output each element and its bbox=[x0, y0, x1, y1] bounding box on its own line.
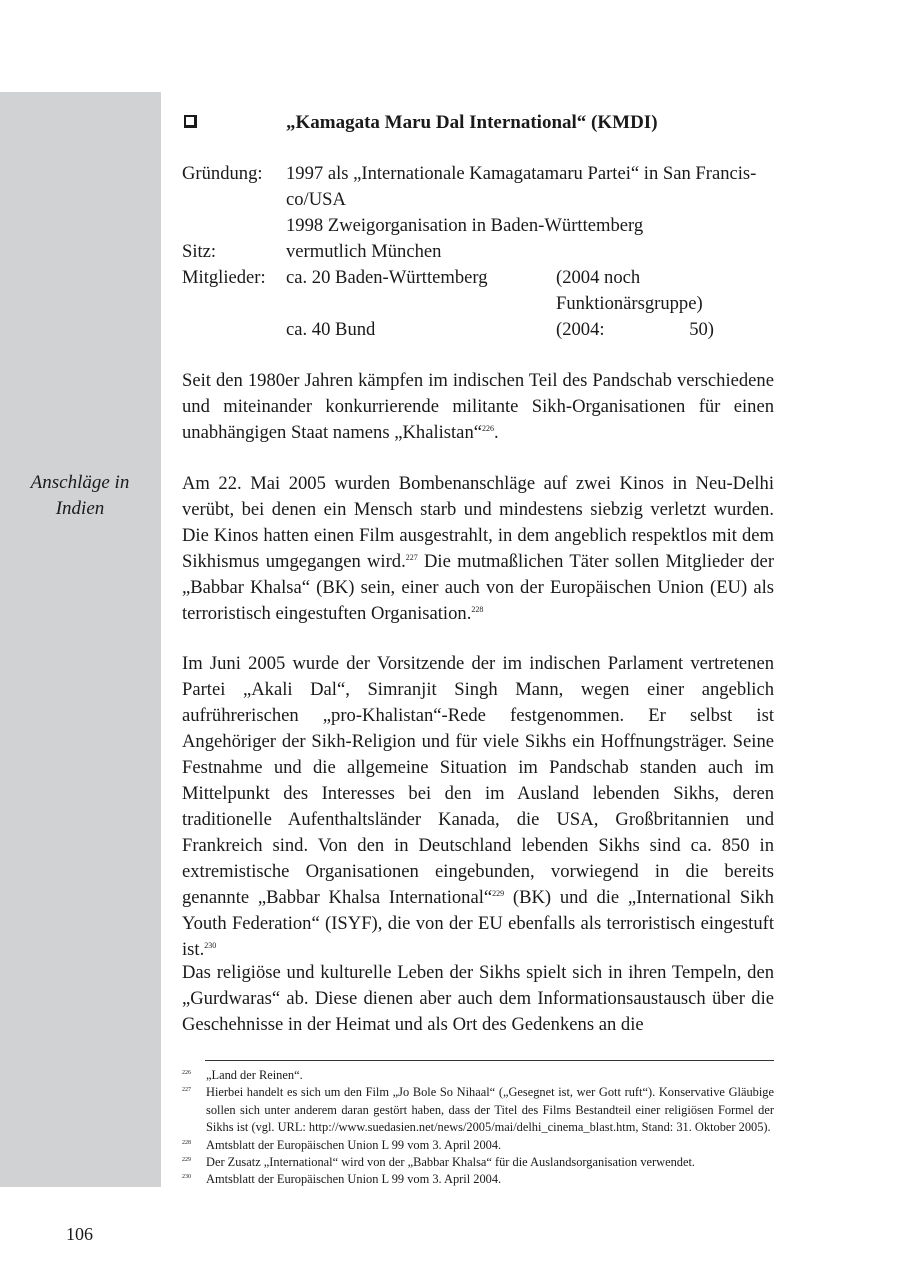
footnote-number: 227 bbox=[182, 1087, 191, 1094]
footnote-item bbox=[182, 1154, 774, 1171]
fact-row-members-bw-cont bbox=[182, 291, 774, 317]
fact-row-founding-branch bbox=[182, 213, 774, 239]
members-bw: ca. 20 Baden-Württemberg bbox=[286, 267, 488, 288]
paragraph-1 bbox=[182, 368, 774, 446]
footnote-item bbox=[182, 1084, 774, 1136]
paragraph-4 bbox=[182, 960, 774, 1038]
members-federal-note-label: (2004: bbox=[556, 319, 605, 340]
footnote-number: 229 bbox=[182, 1157, 191, 1164]
footnotes bbox=[182, 1067, 774, 1189]
paragraph-3 bbox=[182, 651, 774, 963]
margin-note: Anschläge in Indien bbox=[30, 472, 130, 519]
footnote-ref-229[interactable]: 229 bbox=[492, 889, 505, 898]
footnote-text: „Land der Reinen“. bbox=[206, 1068, 303, 1082]
fact-row-founding bbox=[182, 161, 774, 187]
footnote-number: 230 bbox=[182, 1174, 191, 1181]
founding-line-1: 1997 als „Internationale Kamagatamaru Partei“ in San Francis- bbox=[286, 163, 757, 184]
paragraph-2-text-a: Am 22. Mai 2005 wurden Bombenanschläge auf zwei Kinos in Neu-Delhi verübt, bei denen ein Mensch starb und mindestens siebzig verletzt wurden. Die Kinos hatten einen Film ausgestrahlt, in dem angeblich respektlos mit dem Sikhismus umgegangen wird. bbox=[182, 473, 774, 572]
members-bw-note-2: Funktionärsgruppe) bbox=[556, 293, 703, 314]
footnote-text: Hierbei handelt es sich um den Film „Jo Bole So Nihaal“ („Gesegnet ist, wer Gott ruft“). Konservative Gläubige sollen sich unter anderem daran gestört haben, dass der Titel des Films Bestandteil einer religiösen Formel der Sikhs ist (vgl. URL: http://www.suedasien.net/news/2005/mai/delhi_cinema_blast.htm, Stand: 31. Oktober 2005). bbox=[206, 1085, 774, 1135]
footnote-ref-230[interactable]: 230 bbox=[204, 941, 217, 950]
heading-title: „Kamagata Maru Dal International“ (KMDI) bbox=[286, 112, 658, 133]
checkbox-icon bbox=[184, 115, 197, 128]
fact-row-founding-cont bbox=[182, 187, 774, 213]
members-label: Mitglieder: bbox=[182, 267, 266, 288]
footnote-number: 228 bbox=[182, 1139, 191, 1146]
section-heading bbox=[182, 110, 774, 138]
seat-label: Sitz: bbox=[182, 241, 217, 262]
seat-value: vermutlich München bbox=[286, 241, 442, 262]
fact-row-members-bw bbox=[182, 265, 774, 291]
footnote-ref-228[interactable]: 228 bbox=[471, 605, 484, 614]
paragraph-3-text-b: (BK) und die „International Sikh Youth Federation“ (ISYF), die von der EU ebenfalls als terroristisch eingestuft ist. bbox=[182, 887, 774, 960]
members-federal: ca. 40 Bund bbox=[286, 319, 376, 340]
paragraph-3-text-a: Im Juni 2005 wurde der Vorsitzende der im indischen Parlament vertretenen Partei „Akali Dal“, Simranjit Singh Mann, wegen einer angeblich aufrührerischen „pro-Khalistan“-Rede festgenommen. Er selbst ist Angehöriger der Sikh-Religion und für viele Sikhs ein Hoffnungsträger. Seine Festnahme und die allgemeine Situation im Pandschab standen auch im Mittelpunkt des Interesses bei den im Ausland lebenden Sikhs, deren traditionelle Aufenthaltsländer Kanada, die USA, Großbritannien und Frankreich sind. Von den in Deutschland lebenden Sikhs sind ca. 850 in extremistische Organisationen eingebunden, vorwiegend in die bereits genannte „Babbar Khalsa International“ bbox=[182, 653, 774, 908]
footnote-number: 226 bbox=[182, 1070, 191, 1076]
footnote-text: Amtsblatt der Europäischen Union L 99 vom 3. April 2004. bbox=[206, 1172, 502, 1187]
members-bw-note-1: (2004 noch bbox=[556, 267, 641, 288]
members-federal-note-value: 50) bbox=[689, 319, 714, 340]
footnote-text: Der Zusatz „International“ wird von der „Babbar Khalsa“ für die Auslandsorganisation verwendet. bbox=[206, 1155, 696, 1170]
paragraph-2-text-b: Die mutmaßlichen Täter sollen Mitglieder der „Babbar Khalsa“ (BK) sein, einer auch von der Europäischen Union (EU) als terroristisch eingestuften Organisation. bbox=[182, 551, 775, 624]
paragraph-1-end: . bbox=[494, 422, 499, 443]
footnote-item bbox=[182, 1137, 774, 1154]
founding-line-3: 1998 Zweigorganisation in Baden-Württemberg bbox=[286, 215, 644, 236]
paragraph-4-text: Das religiöse und kulturelle Leben der Sikhs spielt sich in ihren Tempeln, den „Gurdwaras“ ab. Diese dienen aber auch dem Informationsaustausch über die Geschehnisse in der Heimat und als Ort des Gedenkens an die bbox=[182, 962, 774, 1035]
footnote-item bbox=[182, 1067, 774, 1084]
founding-line-2: co/USA bbox=[286, 189, 346, 210]
margin-sidebar bbox=[0, 92, 161, 1187]
fact-sheet bbox=[182, 161, 774, 343]
founding-label: Gründung: bbox=[182, 163, 263, 184]
footnote-ref-227[interactable]: 227 bbox=[405, 553, 418, 562]
fact-row-members-federal bbox=[182, 317, 774, 343]
footnote-text: Amtsblatt der Europäischen Union L 99 vom 3. April 2004. bbox=[206, 1137, 502, 1152]
footnote-ref-226[interactable]: 226 bbox=[482, 424, 494, 433]
paragraph-2 bbox=[182, 471, 774, 627]
footnote-item bbox=[182, 1171, 774, 1188]
page-number: 106 bbox=[66, 1224, 93, 1244]
paragraph-1-text: Seit den 1980er Jahren kämpfen im indischen Teil des Pandschab verschiedene und miteinander konkurrierende militante Sikh-Organisationen für einen unabhängigen Staat namens „Khalistan“ bbox=[182, 370, 774, 443]
footnote-divider bbox=[205, 1060, 774, 1061]
fact-row-seat bbox=[182, 239, 774, 265]
